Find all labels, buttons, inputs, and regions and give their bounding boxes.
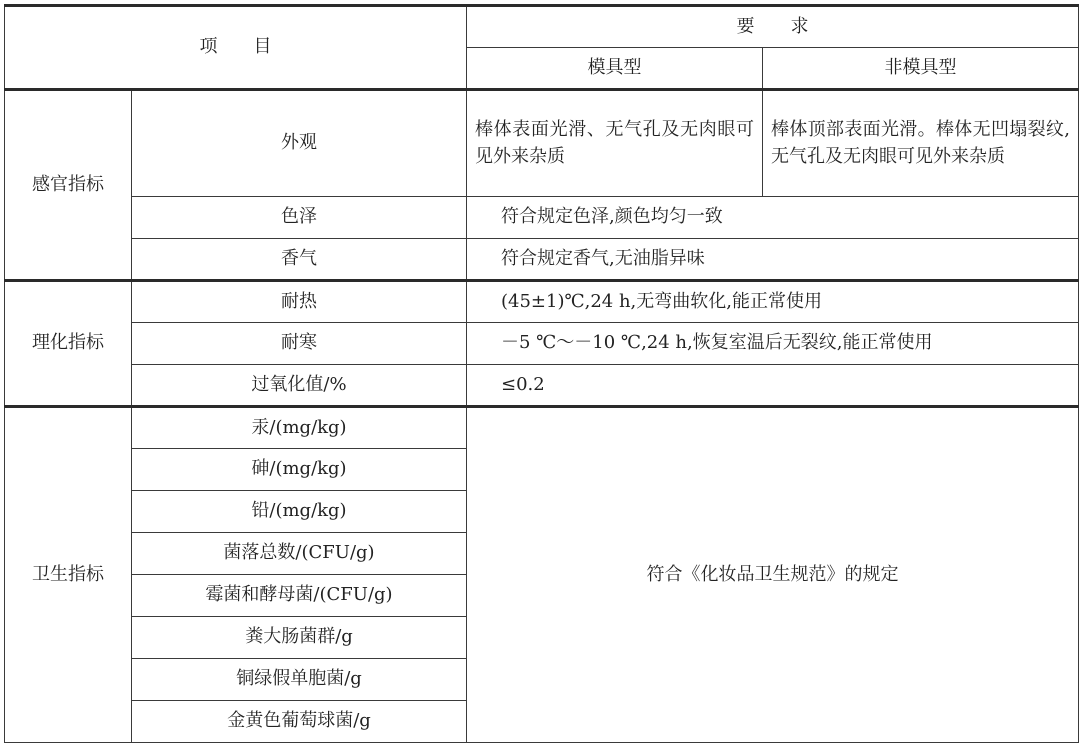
category-hygiene: 卫生指标 [5,407,132,743]
row-name-cold-resistance: 耐寒 [132,323,467,365]
header-requirement: 要 求 [467,6,1079,48]
row-name-mercury: 汞/(mg/kg) [132,407,467,449]
category-physicochemical: 理化指标 [5,281,132,407]
value-peroxide-value: ≤0.2 [467,365,1079,407]
value-color: 符合规定色泽,颜色均匀一致 [467,197,1079,239]
row-name-color: 色泽 [132,197,467,239]
category-sensory: 感官指标 [5,90,132,281]
row-name-lead: 铅/(mg/kg) [132,491,467,533]
value-hygiene: 符合《化妆品卫生规范》的规定 [467,407,1079,743]
row-name-peroxide-value: 过氧化值/% [132,365,467,407]
row-name-arsenic: 砷/(mg/kg) [132,449,467,491]
row-name-mold-yeast: 霉菌和酵母菌/(CFU/g) [132,575,467,617]
value-appearance-mold: 棒体表面光滑、无气孔及无肉眼可见外来杂质 [467,90,763,197]
value-appearance-non-mold: 棒体顶部表面光滑。棒体无凹塌裂纹,无气孔及无肉眼可见外来杂质 [763,90,1079,197]
value-cold-resistance: －5 ℃～－10 ℃,24 h,恢复室温后无裂纹,能正常使用 [467,323,1079,365]
spec-table-frame [4,4,1078,742]
row-name-total-colonies: 菌落总数/(CFU/g) [132,533,467,575]
value-fragrance: 符合规定香气,无油脂异味 [467,239,1079,281]
row-name-staphylococcus: 金黄色葡萄球菌/g [132,701,467,743]
row-name-pseudomonas: 铜绿假单胞菌/g [132,659,467,701]
row-name-fragrance: 香气 [132,239,467,281]
row-name-fecal-coliforms: 粪大肠菌群/g [132,617,467,659]
header-item: 项 目 [5,6,467,90]
header-non-mold-type: 非模具型 [763,48,1079,90]
row-name-appearance: 外观 [132,90,467,197]
header-mold-type: 模具型 [467,48,763,90]
spec-table [4,4,1079,743]
value-heat-resistance: (45±1)℃,24 h,无弯曲软化,能正常使用 [467,281,1079,323]
row-name-heat-resistance: 耐热 [132,281,467,323]
